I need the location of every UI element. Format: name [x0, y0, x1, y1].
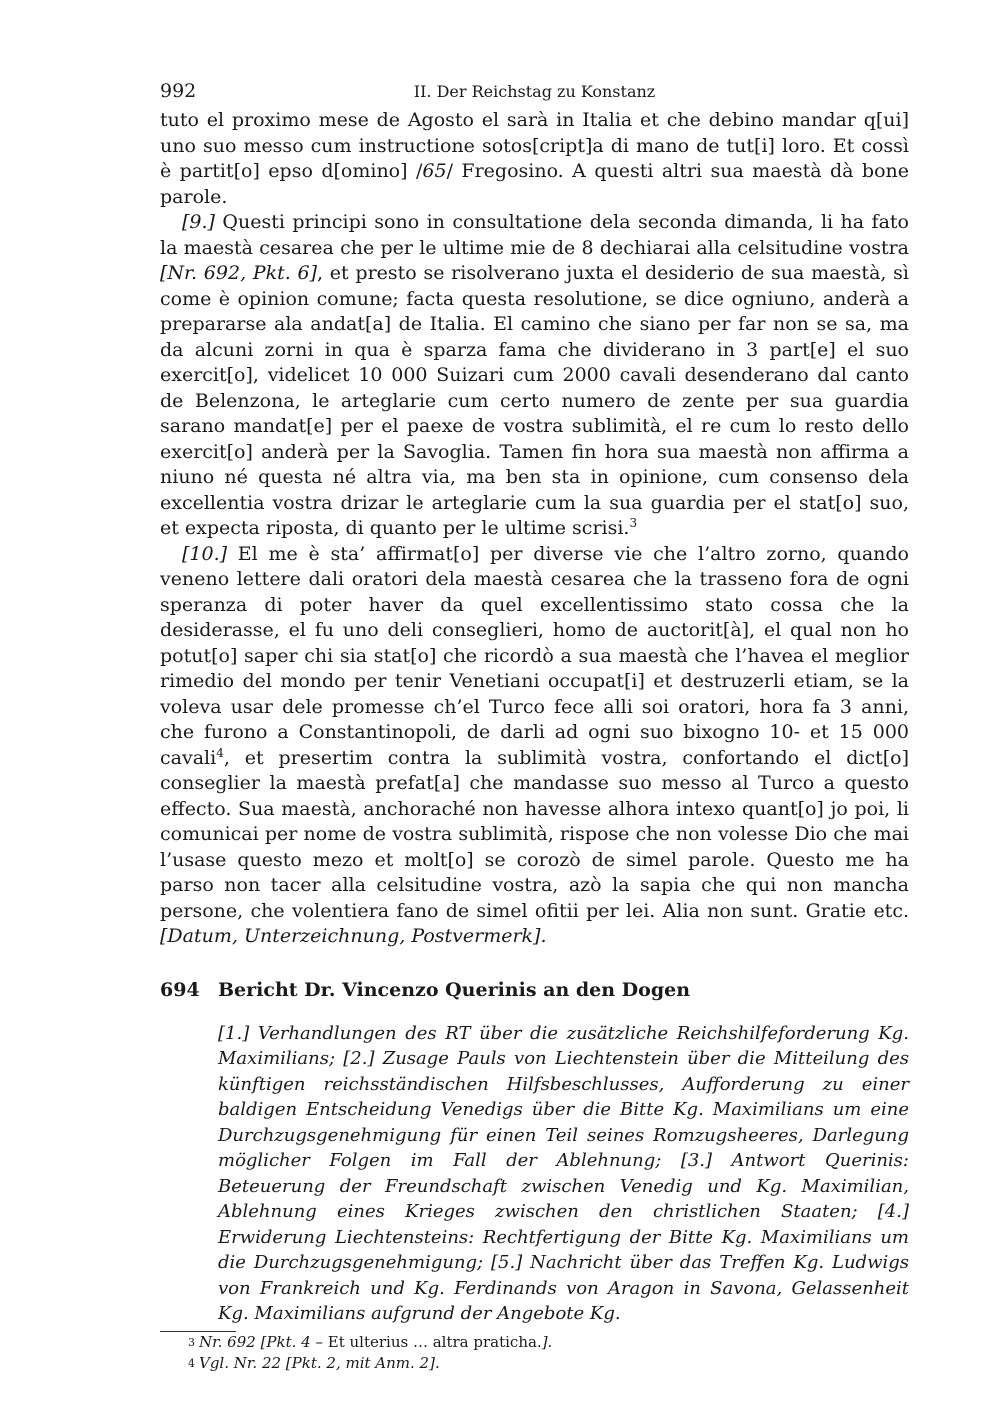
footnote-marker[interactable]: 3: [629, 516, 638, 530]
page-number: 992: [160, 80, 197, 102]
footnote: [188, 1332, 909, 1353]
text-run: , et presertim contra la sublimità vostra, confortando el dict[o] conseglier la maestà prefat[a] che mandasse suo messo al Turco a questo effecto. Sua maestà, anchoraché non havesse alhora intexo quant[o] jo poi, li comunicai per nome de vostra sublimità, rispose che non volesse Dio che mai l’usase questo mezo et molt[o] se corozò de simel parole. Questo me ha parso non tacer alla celsitudine vostra, azò la sapia che qui non mancha persone, che volentiera fano de simel ofitii per lei. Alia non sunt. Gratie etc.: [160, 746, 909, 922]
running-header: [160, 80, 909, 108]
footnote-text: Vgl. Nr. 22 [Pkt. 2, mit Anm. 2].: [199, 1353, 440, 1372]
footnote-mark: 3: [188, 1335, 195, 1349]
cross-reference: [Nr. 692, Pkt. 6]: [160, 262, 318, 284]
folio-marker: 65: [422, 160, 447, 182]
footnote-text: Nr. 692 [Pkt. 4 –: [199, 1332, 328, 1351]
editorial-note: [Datum, Unterzeichnung, Postvermerk].: [160, 925, 547, 947]
text-run: , et presto se risolverano juxta el desiderio de sua maestà, sì come è opinion comune; facta questa resolutione, se dice ogniuno, anderà a prepararse ala andat[a] de Italia. El camino che siano per far non se sa, ma da alcuni zorni in qua è sparza fama che dividerano in 3 part[e] el suo exercit[o], videlicet 10 000 Suizari cum 2000 cavali desenderano dal canto de Belenzona, le arteglarie cum certo numero de zente per sua guardia sarano mandat[e] per el paexe de vostra sublimità, el re cum lo resto dello exercit[o] anderà per la Savoglia. Tamen fin hora sua maestà non affirma a niuno né questa né altra via, ma ben sta in opinione, cum consenso dela excellentia vostra drizar le arteglarie cum la sua guardia per el stat[o] suo, et expecta riposta, di quanto per le ultime scrisi.: [160, 262, 909, 539]
paragraph: [160, 542, 909, 950]
text-run: Questi principi sono in consultatione dela seconda dimanda, li ha fato la maestà cesarea che per le ultime mie de 8 dechiarai alla celsitudine vostra: [160, 211, 909, 259]
footnote: [188, 1353, 909, 1374]
paragraph-number: [9.]: [182, 211, 215, 233]
footnote-text: ].: [541, 1332, 553, 1351]
page: [160, 80, 909, 1374]
text-run: El me è sta’ affirmat[o] per diverse vie che l’altro zorno, quando veneno lettere dali oratori dela maestà cesarea che la trasseno fora de ogni speranza di poter haver da quel excellentissimo stato cossa che la desiderasse, el fu uno deli conseglieri, homo de auctorit[à], el qual non ho potut[o] saper chi sia stat[o] che ricordò a sua maestà che l’havea el meglior rimedio del mondo per tenir Venetiani occupat[i] et destruzerli etiam, se la voleva usar dele promesse ch’el Turco fece alli soi oratori, hora fa 3 anni, che furono a Constantinopoli, de darli ad ogni suo bixogno 10- et 15 000 cavali: [160, 542, 909, 769]
text-run: / Fregosino. A questi altri sua maestà dà bone parole.: [160, 160, 909, 208]
document-title: Bericht Dr. Vincenzo Querinis an den Dogen: [218, 978, 691, 1001]
document-heading: [160, 978, 909, 1003]
main-text: [160, 108, 909, 950]
paragraph-number: [10.]: [182, 542, 228, 565]
document-number: 694: [160, 978, 200, 1001]
text-run: tuto el proximo mese de Agosto el sarà in Italia et che debino mandar q[ui] uno suo messo cum instructione sotos[cript]a di mano de tut[i] loro. Et cossì è partit[o] epso d[omino] /: [160, 109, 909, 182]
paragraph: [160, 108, 909, 210]
paragraph: [160, 210, 909, 542]
regest: [1.] Verhandlungen des RT über die zusätzliche Reichshilfeforderung Kg. Maximilians; [2.] Zusage Pauls von Liechtenstein über die Mitteilung des künftigen reichsständischen Hilfsbeschlusses, Aufforderung zu einer baldigen Entscheidung Venedigs über die Bitte Kg. Maximilians um eine Durchzugsgenehmigung für einen Teil seines Romzugsheeres, Darlegung möglicher Folgen im Fall der Ablehnung; [3.] Antwort Querinis: Beteuerung der Freundschaft zwischen Venedig und Kg. Maximilian, Ablehnung eines Krieges zwischen den christlichen Staaten; [4.] Erwiderung Liechtensteins: Rechtfertigung der Bitte Kg. Maximilians um die Durchzugsgenehmigung; [5.] Nachricht über das Treffen Kg. Ludwigs von Frankreich und Kg. Ferdinands von Aragon in Savona, Gelassenheit Kg. Maximilians aufgrund der Angebote Kg.: [218, 1022, 909, 1324]
running-title: II. Der Reichstag zu Konstanz: [413, 82, 656, 101]
footnote-marker[interactable]: 4: [216, 745, 224, 760]
footnote-text: Et ulterius … altra praticha.: [327, 1332, 542, 1351]
footnote-mark: 4: [188, 1356, 195, 1370]
